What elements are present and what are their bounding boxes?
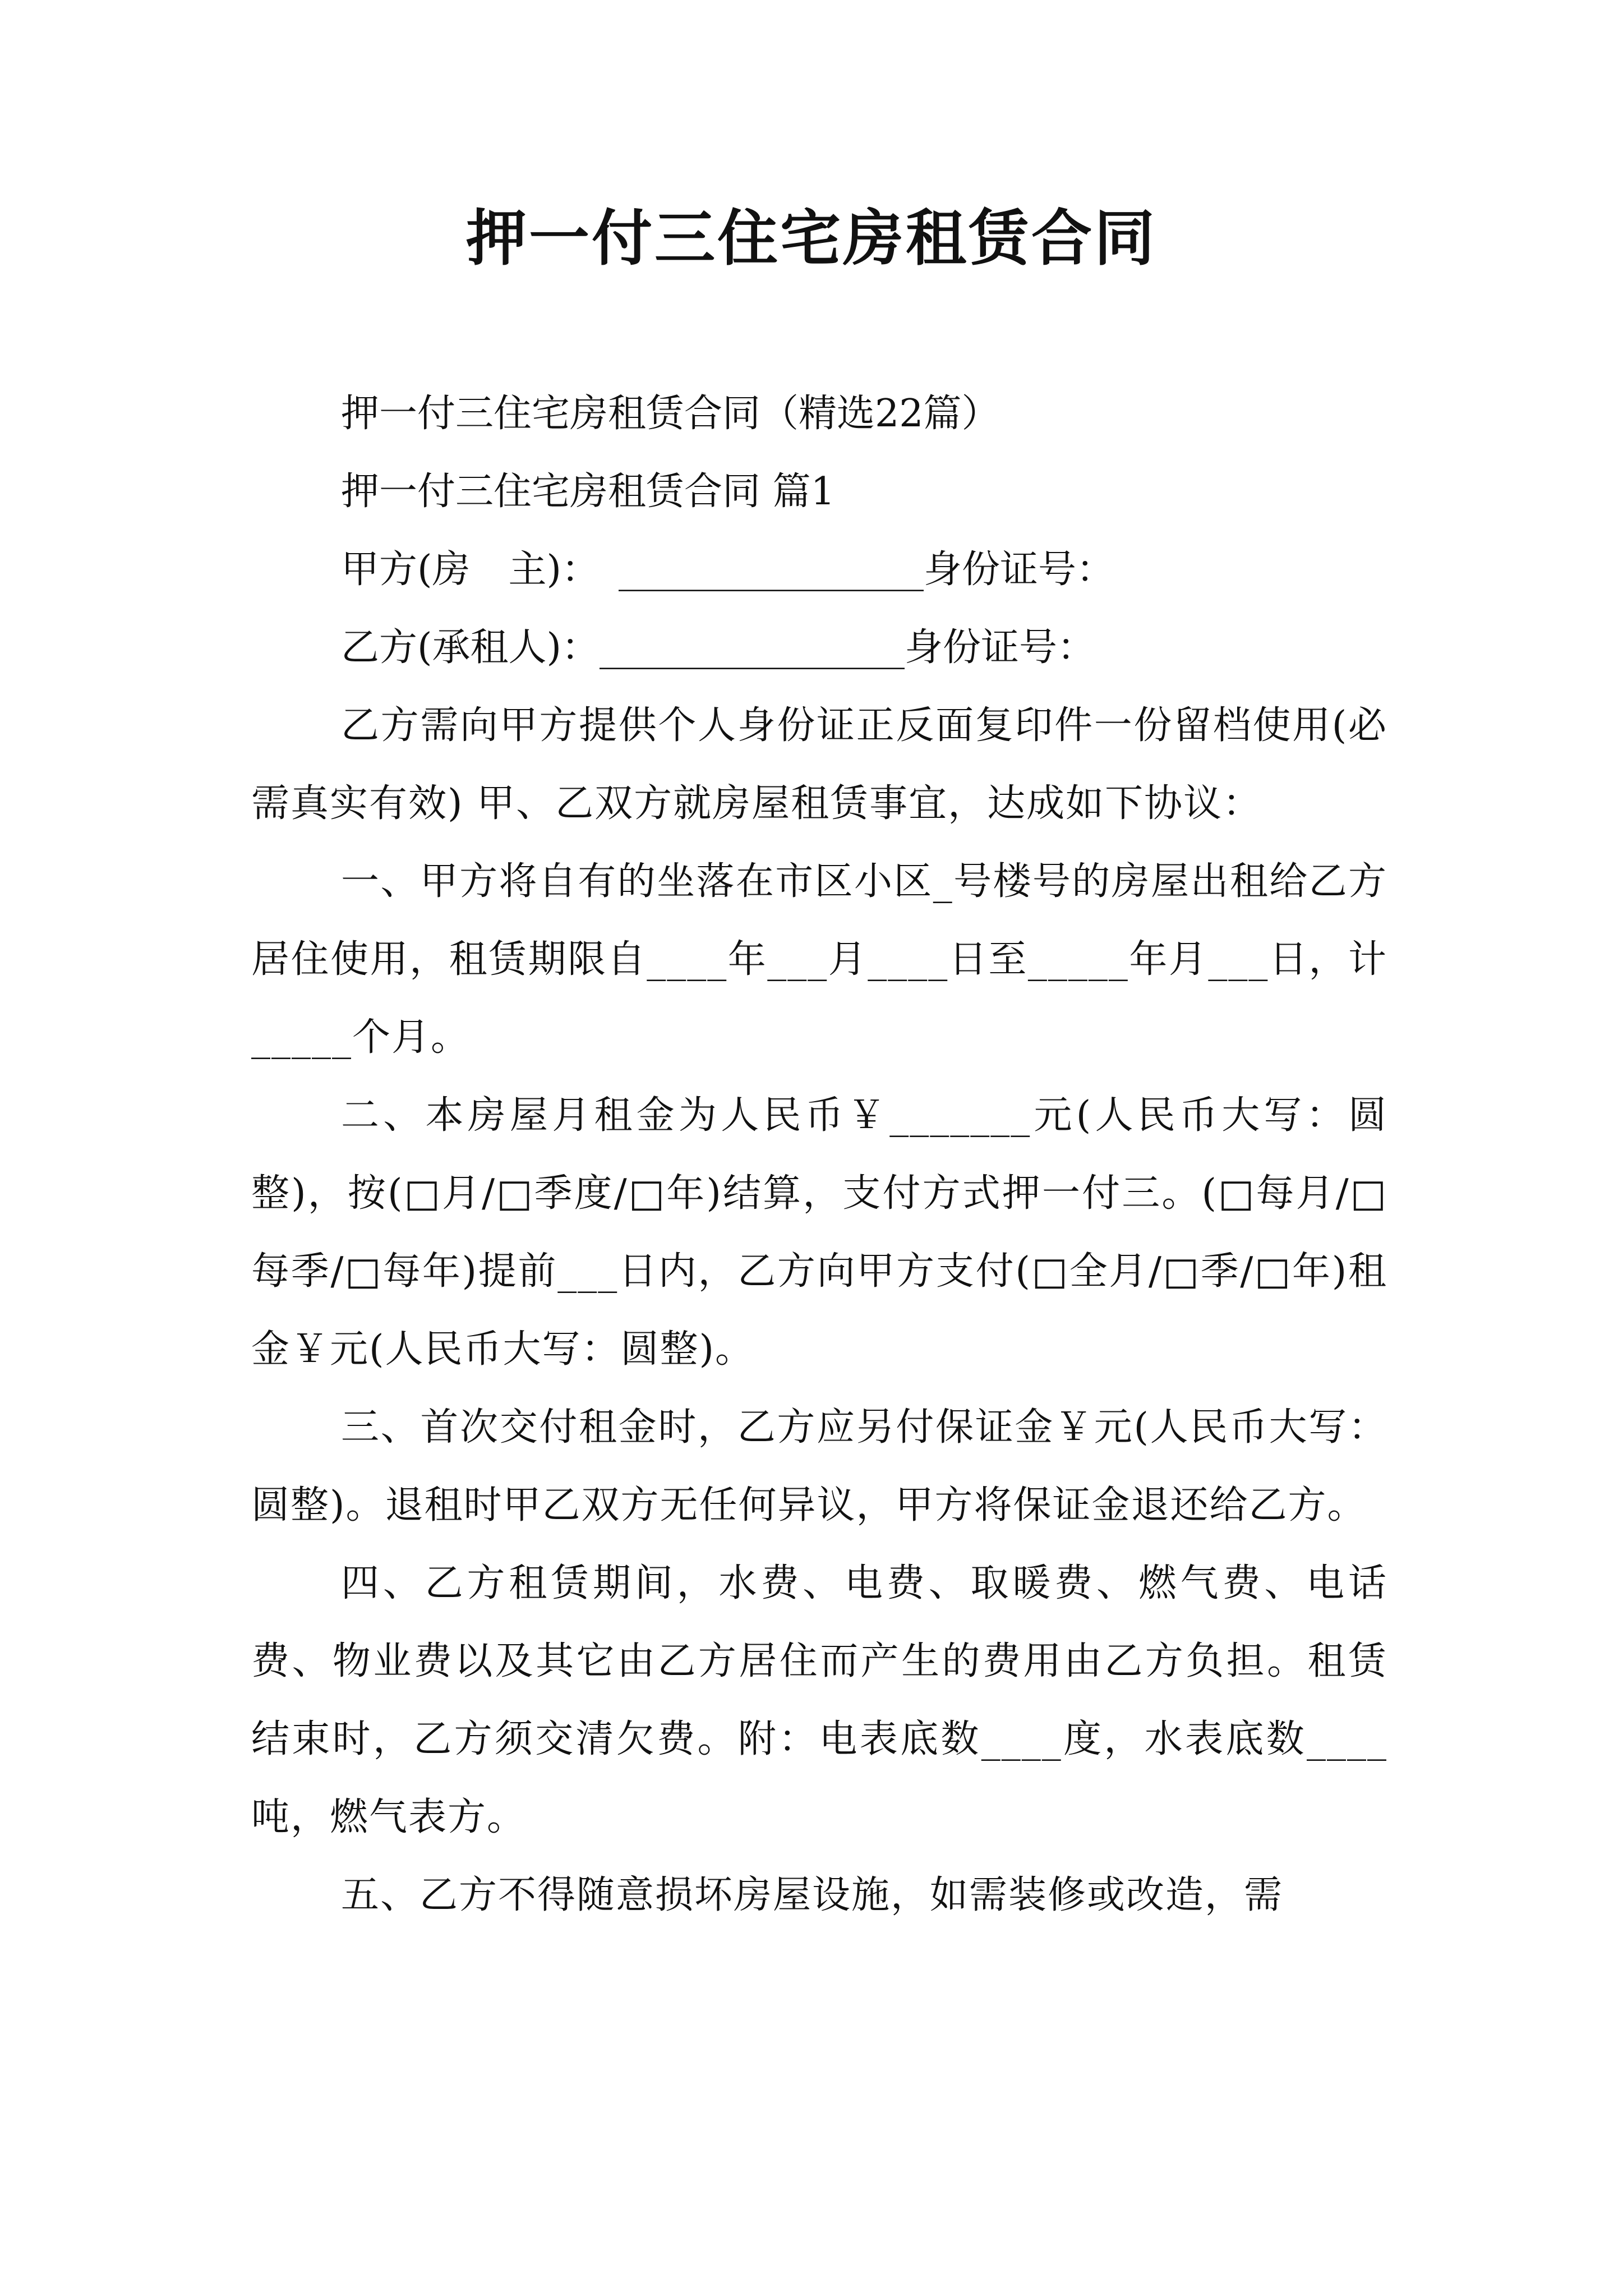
party-b-line: 乙方(承租人)：________________身份证号： <box>341 625 1096 670</box>
clause-5-paragraph: 五、乙方不得随意损坏房屋设施，如需装修或改造，需 <box>341 1873 1284 1917</box>
section-heading: 押一付三住宅房租赁合同 篇1 <box>341 470 835 514</box>
document-title: 押一付三住宅房租赁合同 <box>465 203 1157 274</box>
intro-paragraph: 乙方需向甲方提供个人身份证正反面复印件一份留档使用(必需真实有效) 甲、乙双方就房屋租赁事宜，达成如下协议： <box>251 703 1387 826</box>
document-subtitle: 押一付三住宅房租赁合同（精选22篇） <box>341 392 1000 436</box>
party-a-line: 甲方(房 主)： ________________身份证号： <box>341 547 1115 592</box>
clause-3-paragraph: 三、首次交付租金时，乙方应另付保证金￥元(人民币大写：圆整)。退租时甲乙双方无任何异议，甲方将保证金退还给乙方。 <box>251 1405 1387 1527</box>
clause-2-paragraph: 二、本房屋月租金为人民币￥_______元(人民币大写：圆整)，按(□月/□季度/□年)结算，支付方式押一付三。(□每月/□每季/□每年)提前___日内，乙方向甲方支付(□全月/□季/□年)租金￥元(人民币大写：圆整)。 <box>251 1093 1387 1372</box>
clause-4-paragraph: 四、乙方租赁期间，水费、电费、取暖费、燃气费、电话费、物业费以及其它由乙方居住而产生的费用由乙方负担。租赁结束时，乙方须交清欠费。附：电表底数____度，水表底数____吨，燃气表方。 <box>251 1561 1387 1839</box>
document-body <box>251 375 1387 1934</box>
clause-1-paragraph: 一、甲方将自有的坐落在市区小区_号楼号的房屋出租给乙方居住使用，租赁期限自____年___月____日至_____年月___日，计_____个月。 <box>251 859 1387 1060</box>
